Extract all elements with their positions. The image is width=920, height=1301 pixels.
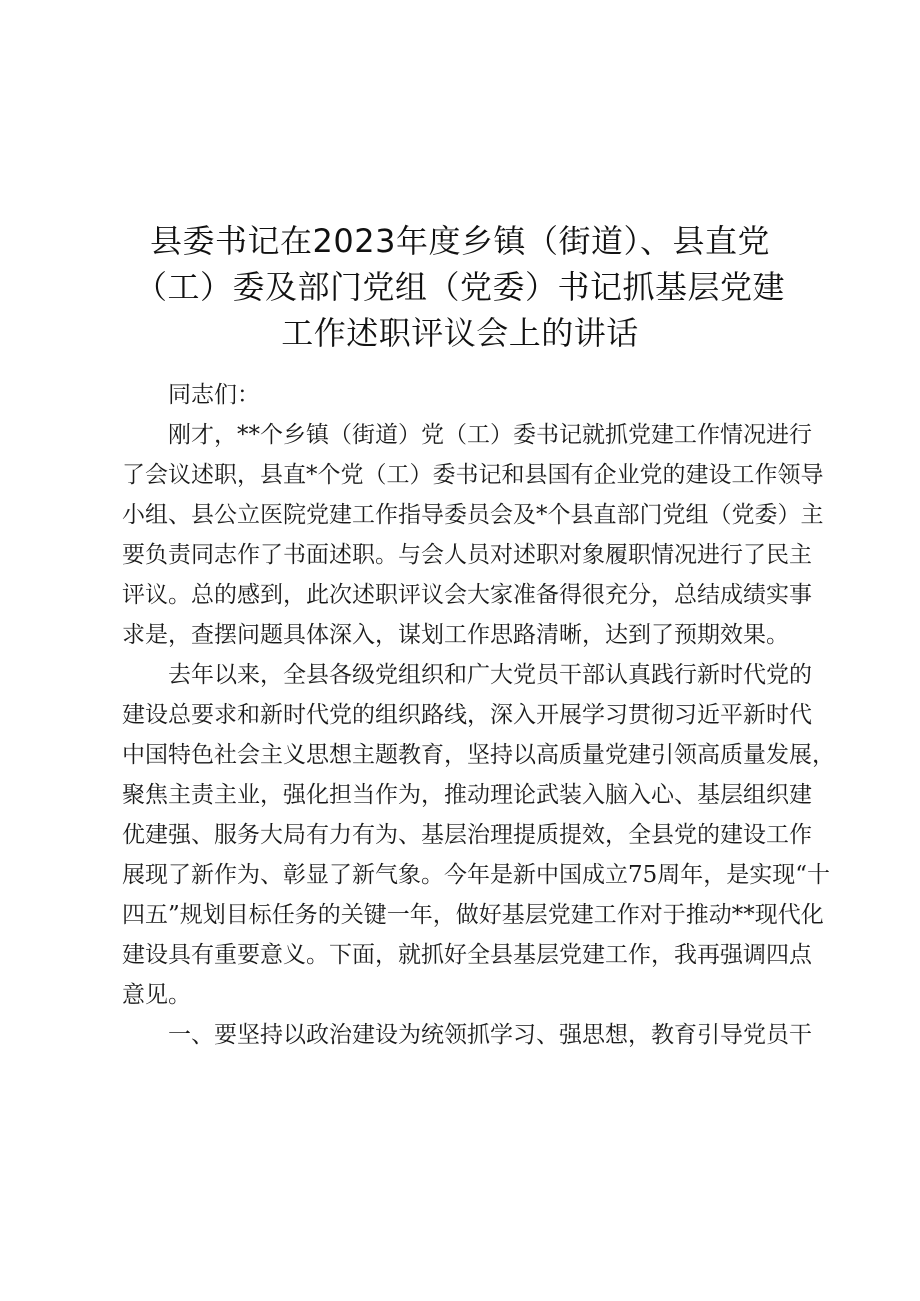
paragraph-2 bbox=[122, 655, 835, 1015]
paragraph-line: 小组、县公立医院党建工作指导委员会及*个县直部门党组（党委）主 bbox=[122, 502, 824, 528]
document-body bbox=[122, 375, 835, 1055]
paragraph-line: 求是，查摆问题具体深入，谋划工作思路清晰，达到了预期效果。 bbox=[122, 622, 789, 648]
document-title bbox=[60, 218, 860, 356]
paragraph-line: 优建强、服务大局有力有为、基层治理提质提效，全县党的建设工作 bbox=[122, 822, 812, 848]
paragraph-line: 一、要坚持以政治建设为统领抓学习、强思想，教育引导党员干 bbox=[168, 1022, 812, 1048]
paragraph-line: 中国特色社会主义思想主题教育，坚持以高质量党建引领高质量发展， bbox=[122, 742, 835, 768]
paragraph-1 bbox=[122, 415, 830, 655]
paragraph-line: 展现了新作为、彰显了新气象。今年是新中国成立75周年，是实现“十 bbox=[122, 862, 831, 888]
title-line: （工）委及部门党组（党委）书记抓基层党建 bbox=[134, 268, 785, 306]
title-line: 工作述职评议会上的讲话 bbox=[281, 314, 639, 352]
paragraph-line: 评议。总的感到，此次述职评议会大家准备得很充分，总结成绩实事 bbox=[122, 582, 812, 608]
paragraph-line: 了会议述职，县直*个党（工）委书记和县国有企业党的建设工作领导 bbox=[122, 462, 824, 488]
paragraph-line: 聚焦主责主业，强化担当作为，推动理论武装入脑入心、基层组织建 bbox=[122, 782, 812, 808]
paragraph-line: 去年以来，全县各级党组织和广大党员干部认真践行新时代党的 bbox=[168, 662, 812, 688]
paragraph-line: 建设具有重要意义。下面，就抓好全县基层党建工作，我再强调四点 bbox=[122, 942, 812, 968]
paragraph-line: 刚才，**个乡镇（街道）党（工）委书记就抓党建工作情况进行 bbox=[168, 422, 812, 448]
title-line: 县委书记在2023年度乡镇（街道）、县直党 bbox=[150, 222, 770, 260]
paragraph-line: 要负责同志作了书面述职。与会人员对述职对象履职情况进行了民主 bbox=[122, 542, 812, 568]
paragraph-3 bbox=[122, 1015, 830, 1055]
paragraph-line: 四五”规划目标任务的关键一年，做好基层党建工作对于推动**现代化 bbox=[122, 902, 824, 928]
paragraph-line: 意见。 bbox=[122, 982, 191, 1008]
salutation: 同志们： bbox=[168, 382, 260, 408]
paragraph-line: 建设总要求和新时代党的组织路线，深入开展学习贯彻习近平新时代 bbox=[122, 702, 812, 728]
